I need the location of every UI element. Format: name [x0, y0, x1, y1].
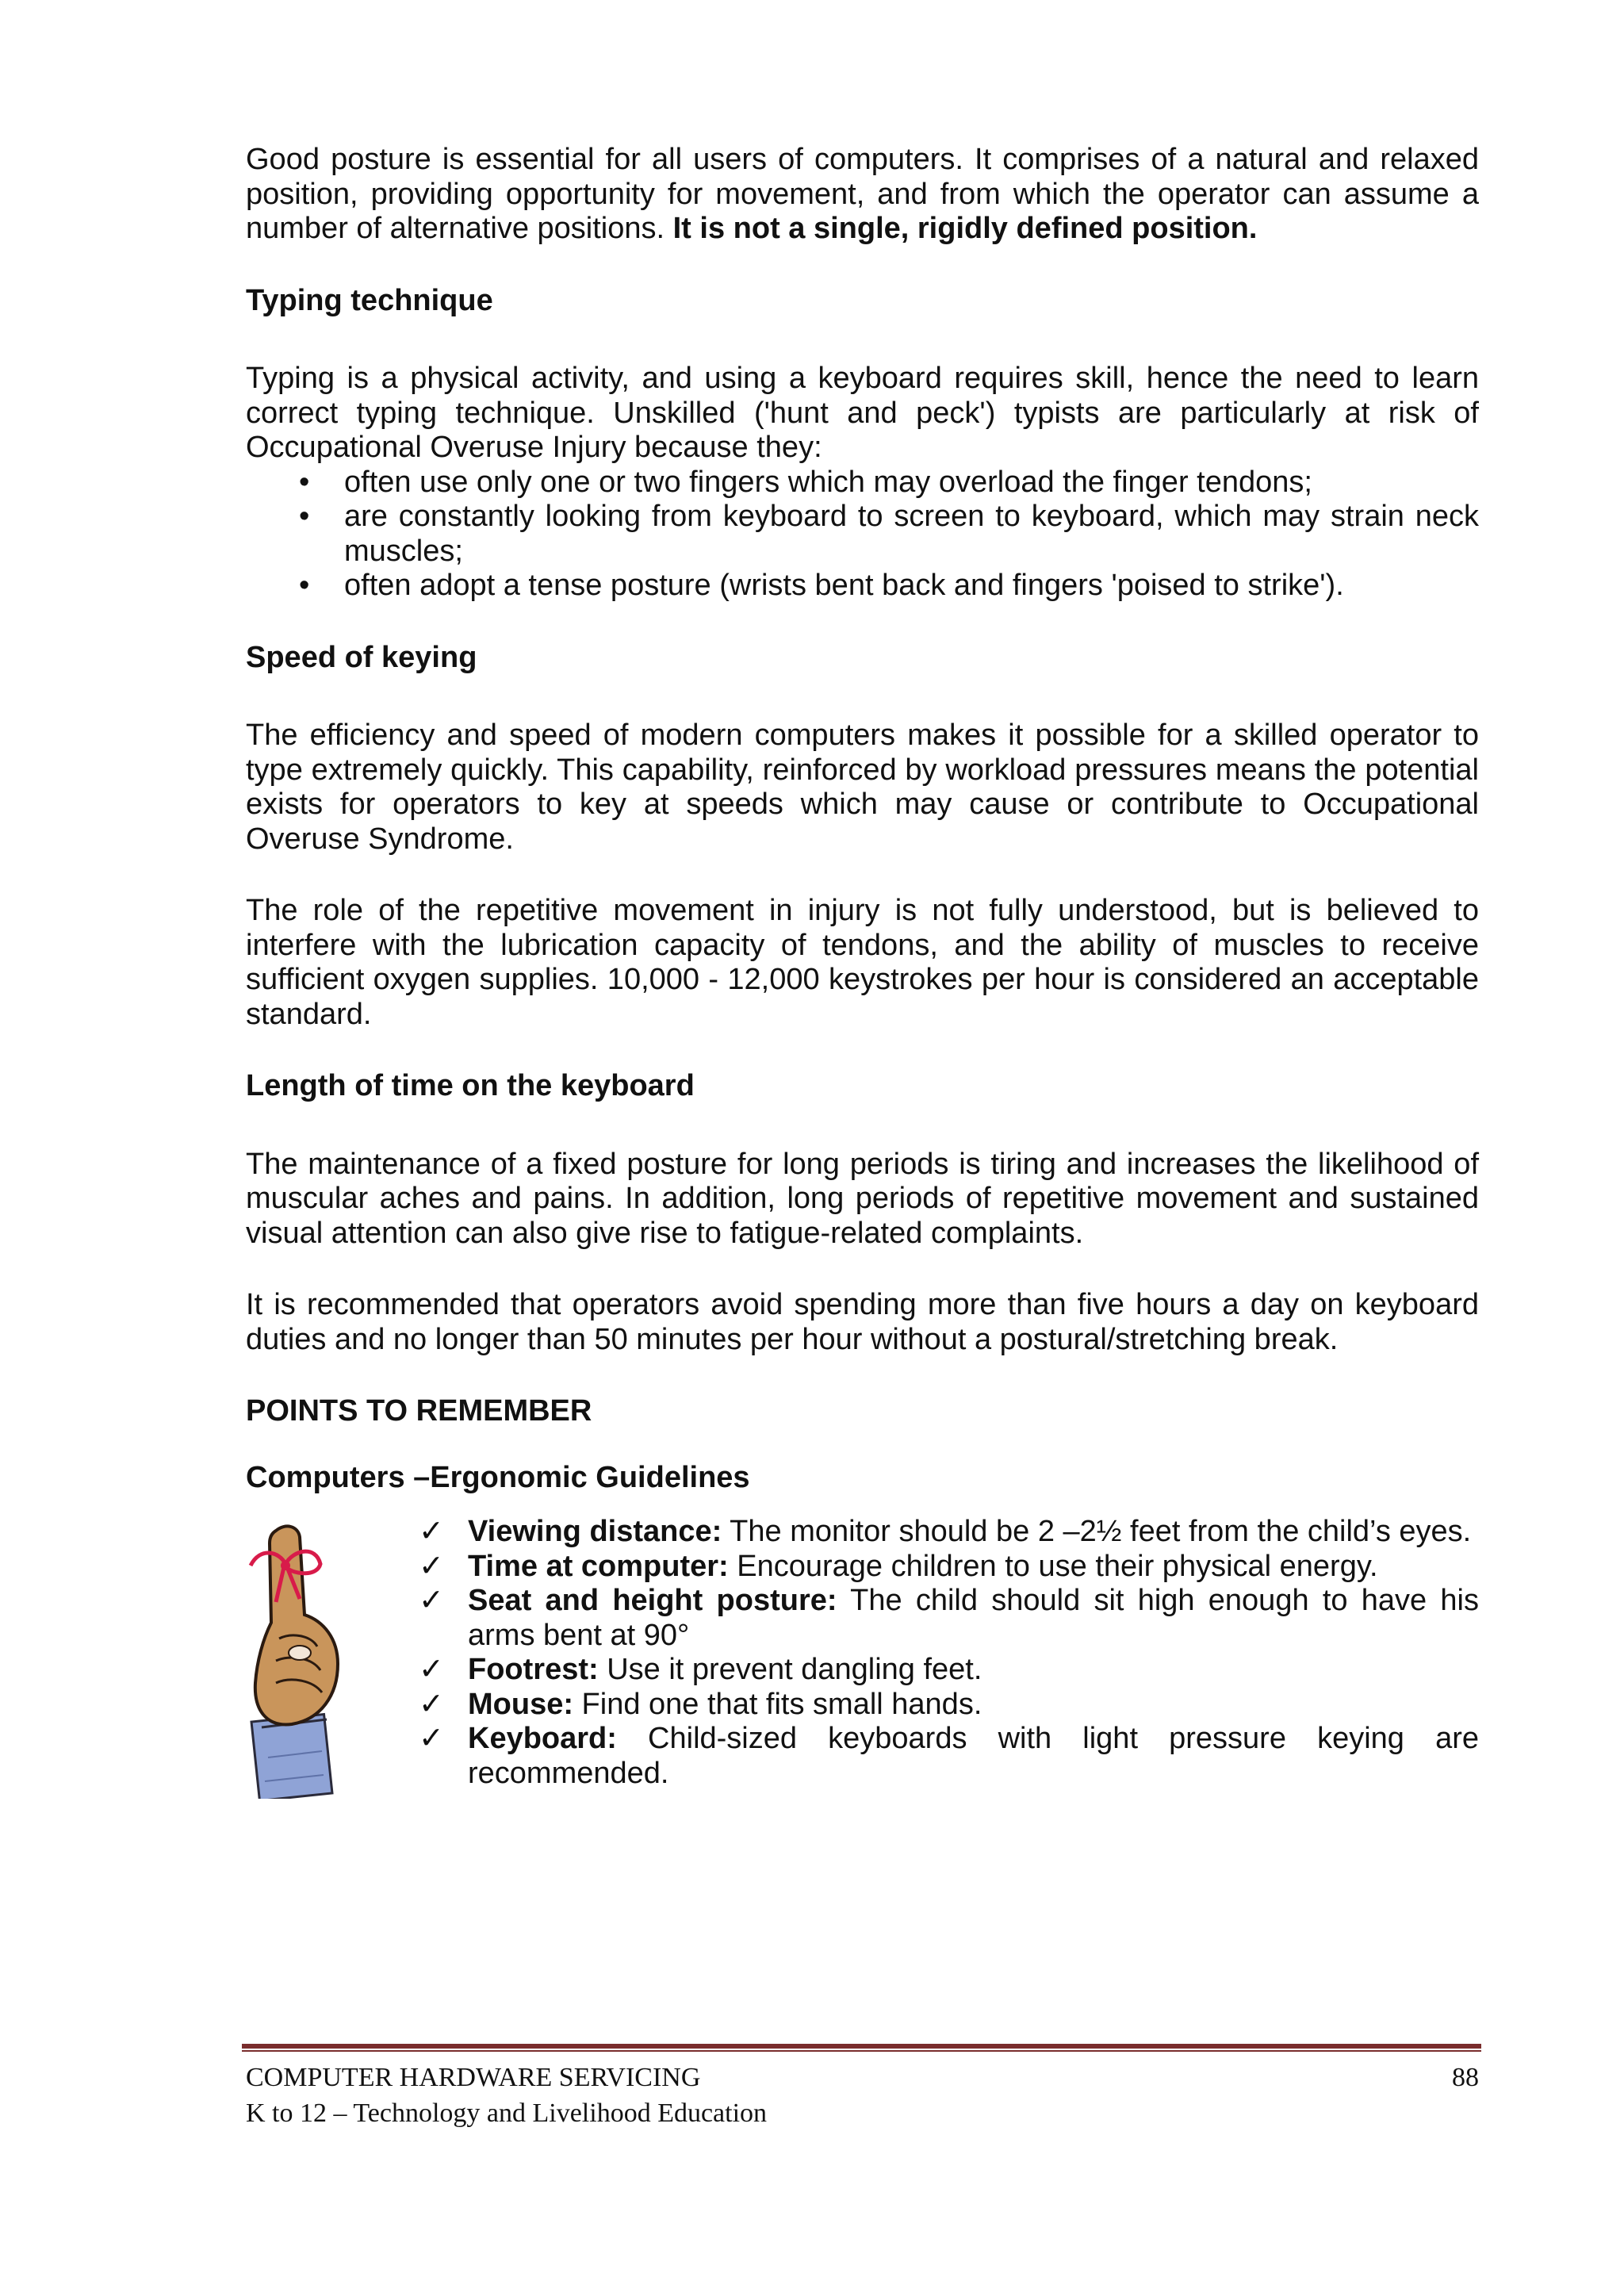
length-paragraph-2: It is recommended that operators avoid spending more than five hours a day on keyboard duties and no longer than 50 minutes per hour without a postural/stretching break. — [246, 1288, 1479, 1356]
footer-divider — [242, 2044, 1481, 2052]
document-page — [246, 143, 1479, 1816]
ergonomic-guidelines-heading: Computers –Ergonomic Guidelines — [246, 1460, 750, 1494]
list-item: ✓ Seat and height posture: The child should sit high enough to have his arms bent at 90° — [419, 1584, 1479, 1652]
guidelines-section — [246, 1515, 1479, 1816]
list-item: ✓ Viewing distance: The monitor should be 2 –2½ feet from the child’s eyes. — [419, 1515, 1472, 1548]
checkmark-icon: ✓ — [419, 1584, 444, 1617]
bullet-icon: • — [299, 500, 310, 533]
intro-paragraph: Good posture is essential for all users of computers. It comprises of a natural and relaxed position, providing opportunity for movement, and from which the operator can assume a number of alternative positions. It is not a single, rigidly defined position. — [246, 143, 1479, 245]
footer-subtitle: K to 12 – Technology and Livelihood Education — [246, 2099, 768, 2128]
list-item: ✓ Keyboard: Child-sized keyboards with light pressure keying are recommended. — [419, 1722, 1479, 1790]
bullet-icon: • — [299, 465, 310, 499]
page-number: 88 — [1452, 2063, 1479, 2092]
length-paragraph-1: The maintenance of a fixed posture for long periods is tiring and increases the likelihood of muscular aches and pains. In addition, long periods of repetitive movement and sustained visual attention can also give rise to fatigue-related complaints. — [246, 1147, 1479, 1250]
checkmark-icon: ✓ — [419, 1722, 444, 1755]
typing-paragraph: Typing is a physical activity, and using a keyboard requires skill, hence the need to learn correct typing technique. Unskilled ('hunt and peck') typists are particularly at risk of Occupational Overuse Injury because they: — [246, 362, 1479, 464]
reminder-finger-icon — [244, 1520, 346, 1799]
bullet-icon: • — [299, 569, 310, 602]
guidelines-list — [419, 1515, 1479, 1791]
list-item: • are constantly looking from keyboard to screen to keyboard, which may strain neck muscles; — [299, 500, 1479, 568]
points-to-remember-heading: POINTS TO REMEMBER — [246, 1394, 592, 1428]
intro-emphasis: It is not a single, rigidly defined position. — [672, 212, 1258, 245]
length-of-time-heading: Length of time on the keyboard — [246, 1069, 695, 1102]
list-item: ✓ Mouse: Find one that fits small hands. — [419, 1687, 982, 1721]
checkmark-icon: ✓ — [419, 1687, 444, 1721]
speed-paragraph-1: The efficiency and speed of modern computers makes it possible for a skilled operator to type extremely quickly. This capability, reinforced by workload pressures means the potential exists for operators to key at speeds which may cause or contribute to Occupational Overuse Syndrome. — [246, 719, 1479, 856]
typing-risk-list — [246, 466, 1479, 604]
list-item: • often adopt a tense posture (wrists bent back and fingers 'poised to strike'). — [299, 569, 1344, 602]
checkmark-icon: ✓ — [419, 1515, 444, 1548]
speed-paragraph-2: The role of the repetitive movement in injury is not fully understood, but is believed to interfere with the lubrication capacity of tendons, and the ability of muscles to receive sufficient oxygen supplies. 10,000 - 12,000 keystrokes per hour is considered an acceptable standard. — [246, 894, 1479, 1031]
list-item: • often use only one or two fingers which may overload the finger tendons; — [299, 465, 1312, 499]
footer-title: COMPUTER HARDWARE SERVICING — [246, 2063, 701, 2092]
checkmark-icon: ✓ — [419, 1549, 444, 1583]
checkmark-icon: ✓ — [419, 1653, 444, 1686]
list-item: ✓ Time at computer: Encourage children to use their physical energy. — [419, 1549, 1378, 1583]
list-item: ✓ Footrest: Use it prevent dangling feet. — [419, 1653, 982, 1686]
typing-technique-heading: Typing technique — [246, 283, 493, 317]
page-footer — [246, 2060, 1479, 2131]
speed-of-keying-heading: Speed of keying — [246, 640, 477, 674]
